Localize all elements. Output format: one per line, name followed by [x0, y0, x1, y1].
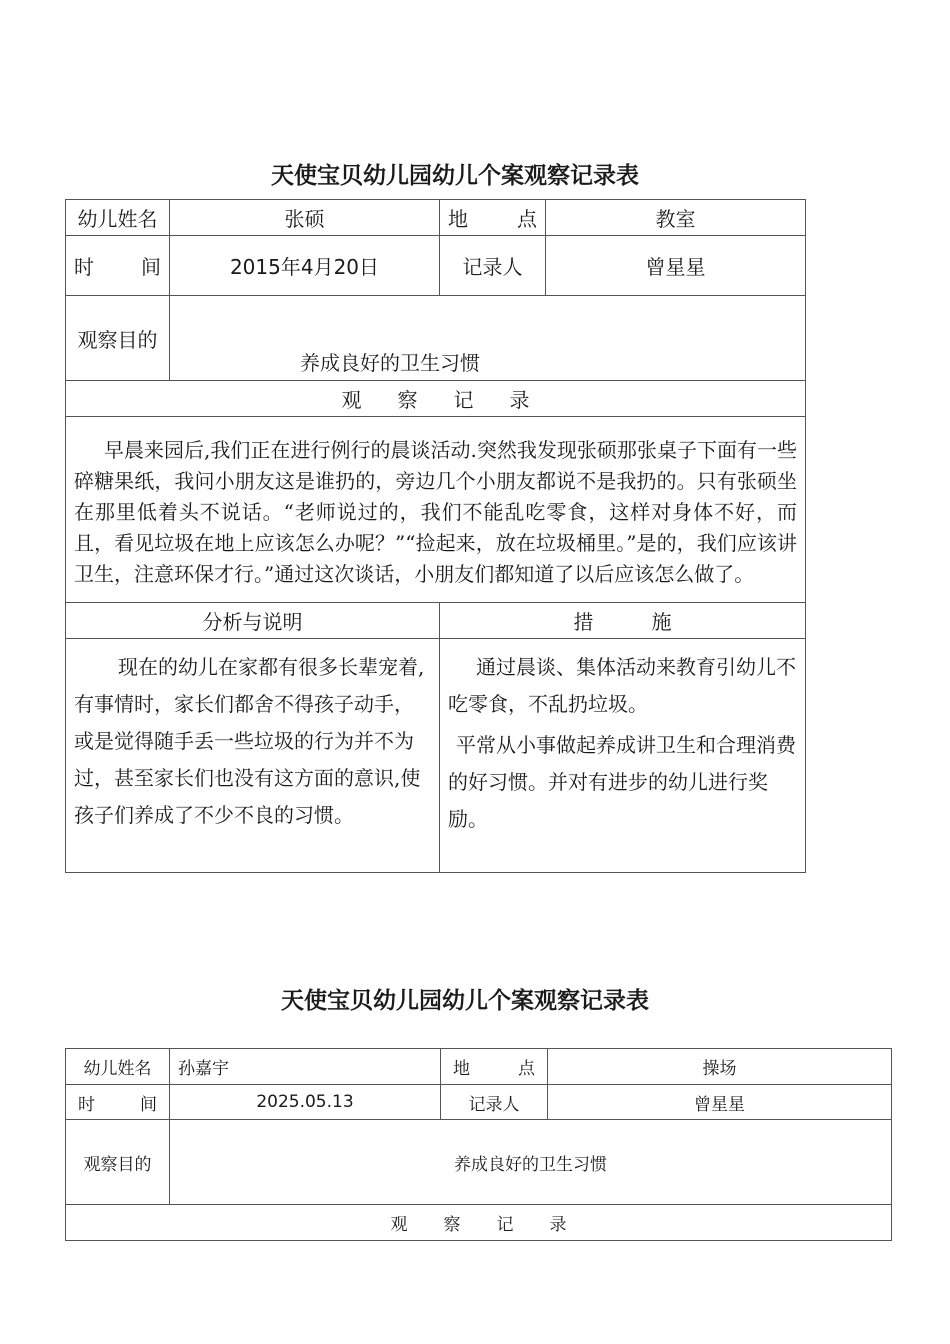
- child-name-value: 张硕: [170, 200, 440, 236]
- purpose-label: 观察目的: [66, 1120, 170, 1205]
- analysis-header: 分析与说明: [66, 603, 440, 639]
- child-name-label: 幼儿姓名: [66, 200, 170, 236]
- purpose-value-cell: [170, 296, 806, 381]
- time-value: 2015年4月20日: [170, 236, 440, 296]
- time-value: 2025.05.13: [170, 1085, 441, 1120]
- place-value: 操场: [548, 1049, 892, 1085]
- child-name-label: 幼儿姓名: [66, 1049, 170, 1085]
- record-text: 早晨来园后,我们正在进行例行的晨谈活动.突然我发现张硕那张桌子下面有一些碎糖果纸，我问小朋友这是谁扔的，旁边几个小朋友都说不是我扔的。只有张硕坐在那里低着头不说话。“老师说过的，我们不能乱吃零食，这样对身体不好，而且，看见垃圾在地上应该怎么办呢？”“捡起来，放在垃圾桶里。”是的，我们应该讲卫生，注意环保才行。”通过这次谈话，小朋友们都知道了以后应该怎么做了。: [74, 438, 797, 586]
- recorder-value: 曾星星: [546, 236, 806, 296]
- place-value: 教室: [546, 200, 806, 236]
- purpose-value: 养成良好的卫生习惯: [300, 351, 480, 375]
- measures-text-cell: [440, 639, 806, 873]
- analysis-text: 现在的幼儿在家都有很多长辈宠着,有事情时，家长们都舍不得孩子动手，或是觉得随手丢一些垃圾的行为并不为过，甚至家长们也没有这方面的意识,使孩子们养成了不少不良的习惯。: [74, 655, 425, 827]
- analysis-text-cell: [66, 639, 440, 873]
- time-label: 时 间: [66, 236, 170, 296]
- recorder-label: 记录人: [441, 1085, 548, 1120]
- measures-header: 措 施: [440, 603, 806, 639]
- purpose-label: 观察目的: [66, 296, 170, 381]
- recorder-label: 记录人: [440, 236, 546, 296]
- record-text-cell: [66, 417, 806, 603]
- form1-title: 天使宝贝幼儿园幼儿个案观察记录表: [271, 163, 639, 189]
- recorder-value: 曾星星: [548, 1085, 892, 1120]
- child-name-value: 孙嘉宇: [170, 1049, 441, 1085]
- record-header: 观 察 记 录: [66, 381, 806, 417]
- time-label: 时 间: [66, 1085, 170, 1120]
- purpose-value: 养成良好的卫生习惯: [170, 1120, 892, 1205]
- form2-title: 天使宝贝幼儿园幼儿个案观察记录表: [281, 988, 649, 1014]
- observation-form-1: [65, 199, 806, 873]
- measures-text-2: 平常从小事做起养成讲卫生和合理消费的好习惯。并对有进步的幼儿进行奖励。: [448, 733, 796, 831]
- observation-form-2: [65, 1048, 892, 1241]
- measures-text-1: 通过晨谈、集体活动来教育引幼儿不吃零食，不乱扔垃圾。: [448, 655, 796, 716]
- record-header: 观 察 记 录: [66, 1205, 892, 1241]
- place-label: 地 点: [441, 1049, 548, 1085]
- place-label: 地 点: [440, 200, 546, 236]
